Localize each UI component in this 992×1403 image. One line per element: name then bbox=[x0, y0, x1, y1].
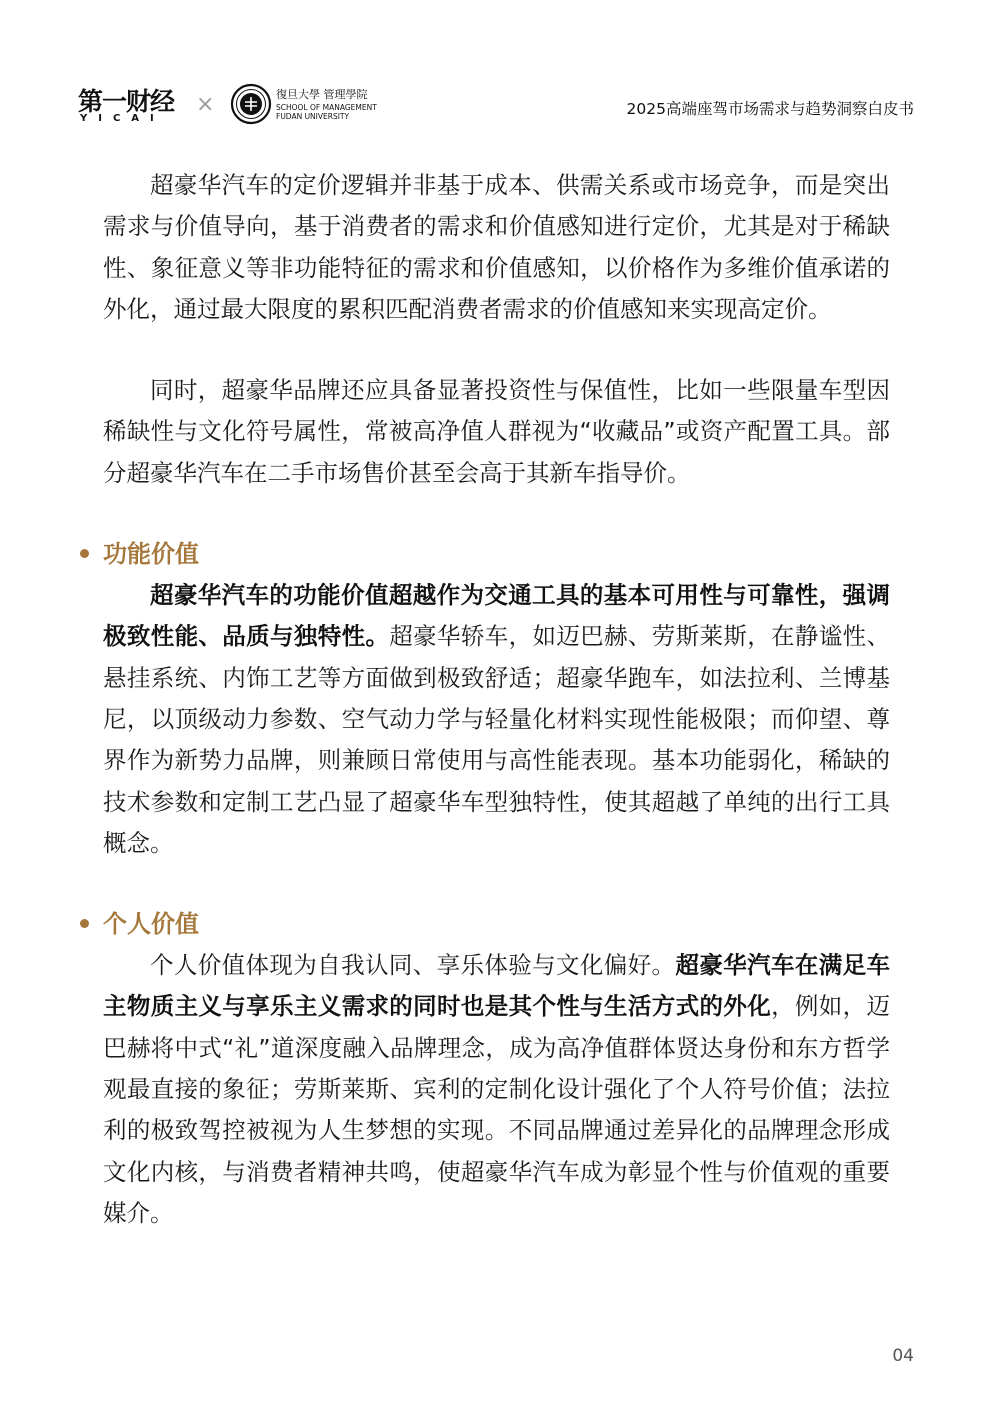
paragraph-body: 个人价值体现为自我认同、享乐体验与文化偏好。 bbox=[150, 951, 676, 980]
paragraph-emphasis: 超豪华汽车在满足车主物质主义与享乐主义需求的同时也是其个性与生活方式的外化 bbox=[103, 951, 891, 1021]
yicai-logo-text: 第一财经 bbox=[78, 87, 175, 116]
paragraph-personal-value bbox=[103, 945, 890, 1234]
page-header bbox=[0, 0, 992, 135]
paragraph-pricing-logic: 超豪华汽车的定价逻辑并非基于成本、供需关系或市场竞争，而是突出需求与价值导向，基于消费者的需求和价值感知进行定价，尤其是对于稀缺性、象征意义等非功能特征的需求和价值感知，以价格作为多维价值承诺的外化，通过最大限度的累积匹配消费者需求的价值感知来实现高定价。 bbox=[103, 171, 890, 323]
section-heading-functional-value bbox=[103, 534, 890, 575]
page-number: 04 bbox=[892, 1346, 914, 1366]
fudan-logo bbox=[230, 83, 377, 129]
fudan-logo-cn: 復旦大學 管理學院 bbox=[276, 88, 368, 101]
yicai-logo-sub: YICAI bbox=[80, 113, 165, 124]
paragraph-functional-value bbox=[103, 575, 890, 864]
paragraph-investment-value: 同时，超豪华品牌还应具备显著投资性与保值性，比如一些限量车型因稀缺性与文化符号属性，常被高净值人群视为“收藏品”或资产配置工具。部分超豪华汽车在二手市场售价甚至会高于其新车指导价。 bbox=[103, 376, 890, 487]
paragraph-body: 超豪华轿车，如迈巴赫、劳斯莱斯，在静谧性、悬挂系统、内饰工艺等方面做到极致舒适；超豪华跑车，如法拉利、兰博基尼，以顶级动力参数、空气动力学与轻量化材料实现性能极限；而仰望、尊界作为新势力品牌，则兼顾日常使用与高性能表现。基本功能弱化，稀缺的技术参数和定制工艺凸显了超豪华车型独特性，使其超越了单纯的出行工具概念。 bbox=[103, 622, 890, 857]
bullet-dot-icon bbox=[80, 919, 89, 928]
document-title: 2025高端座驾市场需求与趋势洞察白皮书 bbox=[626, 100, 914, 118]
section-heading-personal-value bbox=[103, 904, 890, 945]
bullet-dot-icon bbox=[80, 549, 89, 558]
section-heading-label: 个人价值 bbox=[103, 910, 199, 939]
logo-separator: × bbox=[196, 92, 215, 117]
fudan-logo-en-line1: SCHOOL OF MANAGEMENT bbox=[276, 103, 377, 112]
fudan-seal-icon bbox=[230, 83, 272, 125]
fudan-logo-en-line2: FUDAN UNIVERSITY bbox=[276, 112, 350, 121]
paragraph-emphasis: 超豪华汽车的功能价值超越作为交通工具的基本可用性与可靠性，强调极致性能、品质与独特性。 bbox=[103, 581, 890, 651]
page-content bbox=[103, 165, 890, 1234]
paragraph-body: ，例如，迈巴赫将中式“礼”道深度融入品牌理念，成为高净值群体贤达身份和东方哲学观最直接的象征；劳斯莱斯、宾利的定制化设计强化了个人符号价值；法拉利的极致驾控被视为人生梦想的实现。不同品牌通过差异化的品牌理念形成文化内核，与消费者精神共鸣，使超豪华汽车成为彰显个性与价值观的重要媒介。 bbox=[103, 992, 890, 1227]
yicai-logo bbox=[78, 88, 188, 128]
section-heading-label: 功能价值 bbox=[103, 540, 199, 569]
